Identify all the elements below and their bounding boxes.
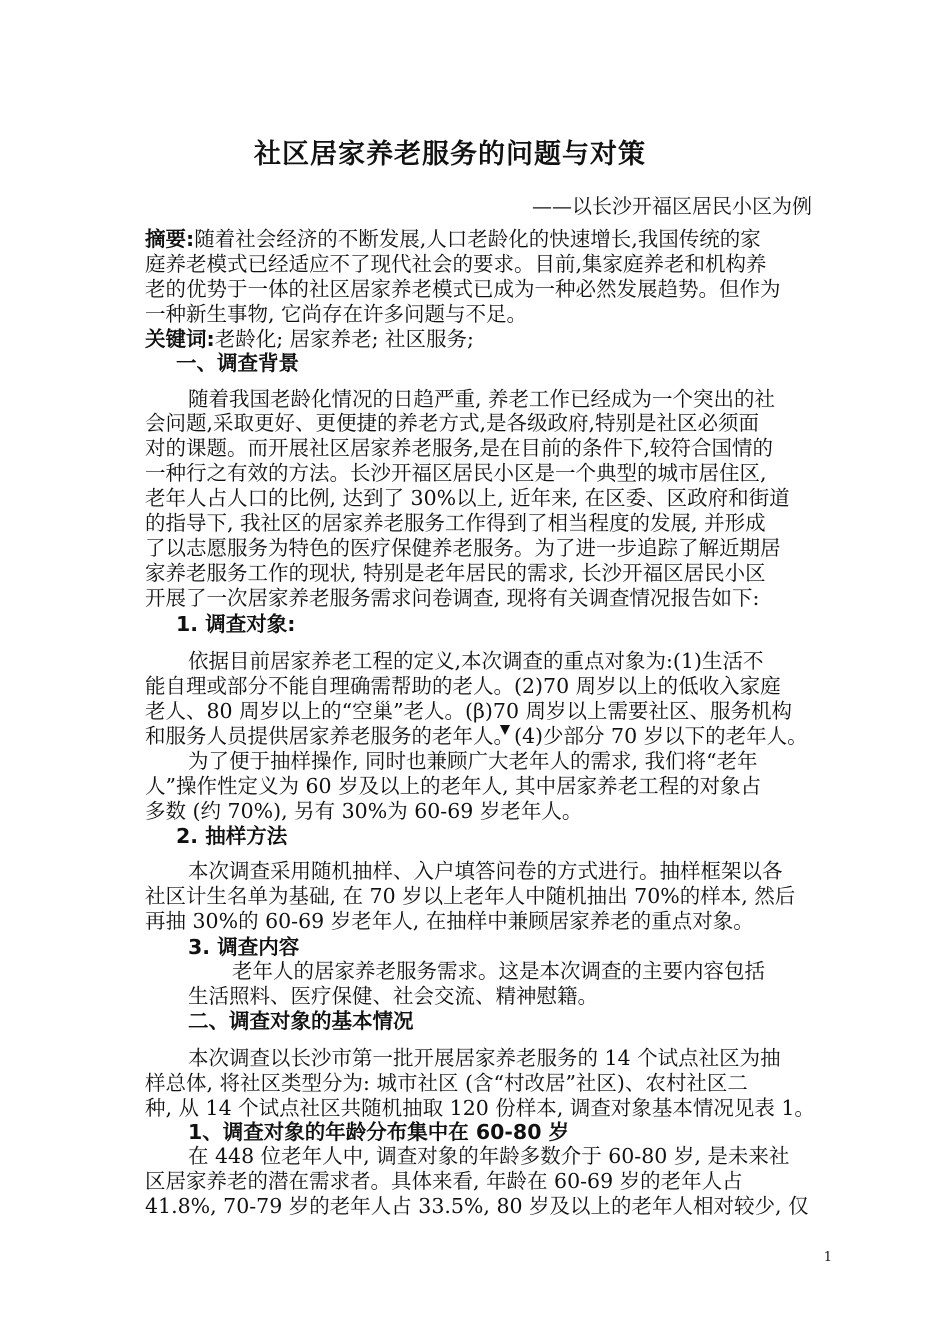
paragraph-line: 本次调查采用随机抽样、入户填答问卷的方式进行。抽样框架以各 xyxy=(188,859,783,883)
abstract-line: 一种新生事物, 它尚存在许多问题与不足。 xyxy=(145,302,528,326)
keywords-label: 关键词: xyxy=(145,327,215,351)
paragraph-line: 多数 (约 70%), 另有 30%为 60-69 岁老年人。 xyxy=(145,799,583,823)
paragraph-line: 能自理或部分不能自理确需帮助的老人。(2)70 周岁以上的低收入家庭 xyxy=(145,674,781,698)
paragraph-line: 会问题,采取更好、更便捷的养老方式,是各级政府,特别是社区必须面 xyxy=(145,411,760,435)
paragraph-line: 了以志愿服务为特色的医疗保健养老服务。为了进一步追踪了解近期居 xyxy=(145,536,781,560)
paragraph-line: 开展了一次居家养老服务需求问卷调查, 现将有关调查情况报告如下: xyxy=(145,586,760,610)
paragraph-line: 样总体, 将社区类型分为: 城市社区 (含“村改居”社区)、农村社区二 xyxy=(145,1071,748,1095)
paragraph-line: 家养老服务工作的现状, 特别是老年居民的需求, 长沙开福区居民小区 xyxy=(145,561,766,585)
paragraph-line: 区居家养老的潜在需求者。具体来看, 年龄在 60-69 岁的老年人占 xyxy=(145,1169,743,1193)
paragraph-line: 和服务人员提供居家养老服务的老年人。(4)少部分 70 岁以下的老年人。 xyxy=(145,724,808,748)
abstract-line: 庭养老模式已经适应不了现代社会的要求。目前,集家庭养老和机构养 xyxy=(145,252,767,276)
section-heading: 一、调查背景 xyxy=(176,351,299,375)
paragraph-line: 生活照料、医疗保健、社会交流、精神慰籍。 xyxy=(188,984,598,1008)
paragraph-line: 对的课题。而开展社区居家养老服务,是在目前的条件下,较符合国情的 xyxy=(145,436,774,460)
abstract-line: 老的优势于一体的社区居家养老模式已成为一种必然发展趋势。但作为 xyxy=(145,277,781,301)
page-number: 1 xyxy=(823,1250,832,1265)
paragraph-line: 老人、80 周岁以上的“空巢”老人。(β)70 周岁以上需要社区、服务机构 xyxy=(145,699,793,723)
paragraph-line: 老年人的居家养老服务需求。这是本次调查的主要内容包括 xyxy=(232,959,765,983)
keywords-line: 关键词:老龄化; 居家养老; 社区服务; xyxy=(145,327,474,351)
subsection-heading: 2. 抽样方法 xyxy=(176,824,288,848)
paragraph-line: 为了便于抽样操作, 同时也兼顾广大老年人的需求, 我们将“老年 xyxy=(188,749,758,773)
subsection-heading: 1. 调查对象: xyxy=(176,612,296,636)
paragraph-line: 一种行之有效的方法。长沙开福区居民小区是一个典型的城市居住区, xyxy=(145,461,767,485)
paragraph-line: 在 448 位老年人中, 调查对象的年龄多数介于 60-80 岁, 是未来社 xyxy=(188,1144,790,1168)
paragraph-line: 随着我国老龄化情况的日趋严重, 养老工作已经成为一个突出的社 xyxy=(188,387,776,411)
abstract-label: 摘要: xyxy=(145,227,195,251)
paragraph-line: 再抽 30%的 60-69 岁老年人, 在抽样中兼顾居家养老的重点对象。 xyxy=(145,909,754,933)
paragraph-line: 社区计生名单为基础, 在 70 岁以上老年人中随机抽出 70%的样本, 然后 xyxy=(145,884,796,908)
text-cursor-marker xyxy=(500,725,510,735)
paragraph-line: 依据目前居家养老工程的定义,本次调查的重点对象为:(1)生活不 xyxy=(188,649,764,673)
paragraph-line: 本次调查以长沙市第一批开展居家养老服务的 14 个试点社区为抽 xyxy=(188,1046,781,1070)
document-title: 社区居家养老服务的问题与对策 xyxy=(254,139,646,170)
paragraph-line: 人”操作性定义为 60 岁及以上的老年人, 其中居家养老工程的对象占 xyxy=(145,774,762,798)
paragraph-line: 老年人占人口的比例, 达到了 30%以上, 近年来, 在区委、区政府和街道 xyxy=(145,486,790,510)
document-subtitle: ——以长沙开福区居民小区为例 xyxy=(532,194,812,218)
paragraph-line: 种, 从 14 个试点社区共随机抽取 120 份样本, 调查对象基本情况见表 1。 xyxy=(145,1096,815,1120)
section-heading: 二、调查对象的基本情况 xyxy=(188,1009,414,1033)
paragraph-line: 41.8%, 70-79 岁的老年人占 33.5%, 80 岁及以上的老年人相对较少, 仅 xyxy=(145,1194,809,1218)
abstract-line: 摘要:随着社会经济的不断发展,人口老龄化的快速增长,我国传统的家 xyxy=(145,227,761,251)
subsection-heading: 3. 调查内容 xyxy=(188,935,300,959)
subsection-heading: 1、调查对象的年龄分布集中在 60-80 岁 xyxy=(188,1120,570,1144)
paragraph-line: 的指导下, 我社区的居家养老服务工作得到了相当程度的发展, 并形成 xyxy=(145,511,766,535)
